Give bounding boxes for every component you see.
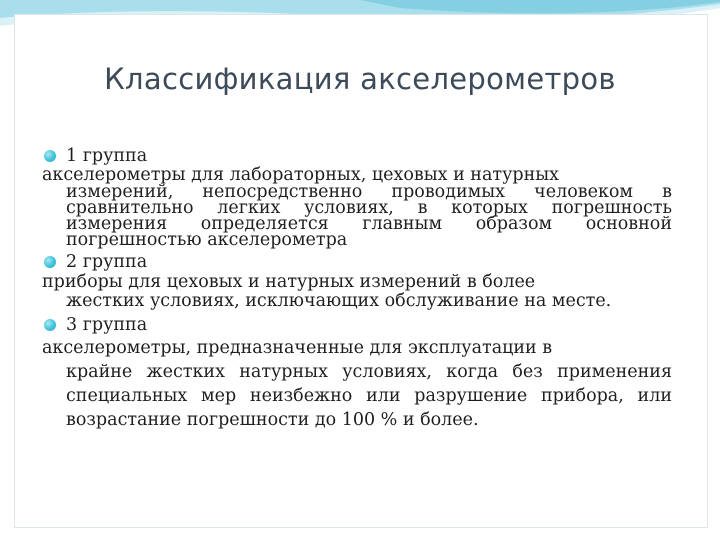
group-item-3 — [42, 314, 672, 432]
group-label: 2 группа — [66, 252, 148, 272]
description-first-line: приборы для цеховых и натурных измерений в более — [42, 272, 536, 292]
group-description — [42, 273, 672, 311]
description-continuation: измерений, непосредственно проводимых человеком в сравнительно легких условиях, в которых погрешность измерения определяется главным образом основной погрешностью акселерометра — [66, 182, 672, 250]
group-description — [42, 167, 672, 248]
description-first-line: акселерометры для лабораторных, цеховых и натурных — [42, 165, 560, 185]
group-label: 1 группа — [66, 146, 148, 166]
group-heading — [42, 314, 672, 336]
group-description — [42, 336, 672, 432]
group-label: 3 группа — [66, 315, 148, 335]
bullet-icon — [44, 150, 56, 162]
group-item-2 — [42, 251, 672, 311]
group-item-1 — [42, 145, 672, 248]
description-first-line: акселерометры, предназначенные для эксплуатации в — [42, 338, 553, 358]
group-heading — [42, 251, 672, 273]
description-continuation: крайне жестких натурных условиях, когда без применения специальных мер неизбежно или разрушение прибора, или возрастание погрешности до 100 % и более. — [66, 362, 672, 430]
bullet-icon — [44, 256, 56, 268]
group-heading — [42, 145, 672, 167]
slide-title: Классификация акселерометров — [104, 62, 616, 96]
bullet-icon — [44, 319, 56, 331]
description-continuation: жестких условиях, исключающих обслуживание на месте. — [66, 291, 612, 311]
slide-content — [42, 145, 672, 435]
